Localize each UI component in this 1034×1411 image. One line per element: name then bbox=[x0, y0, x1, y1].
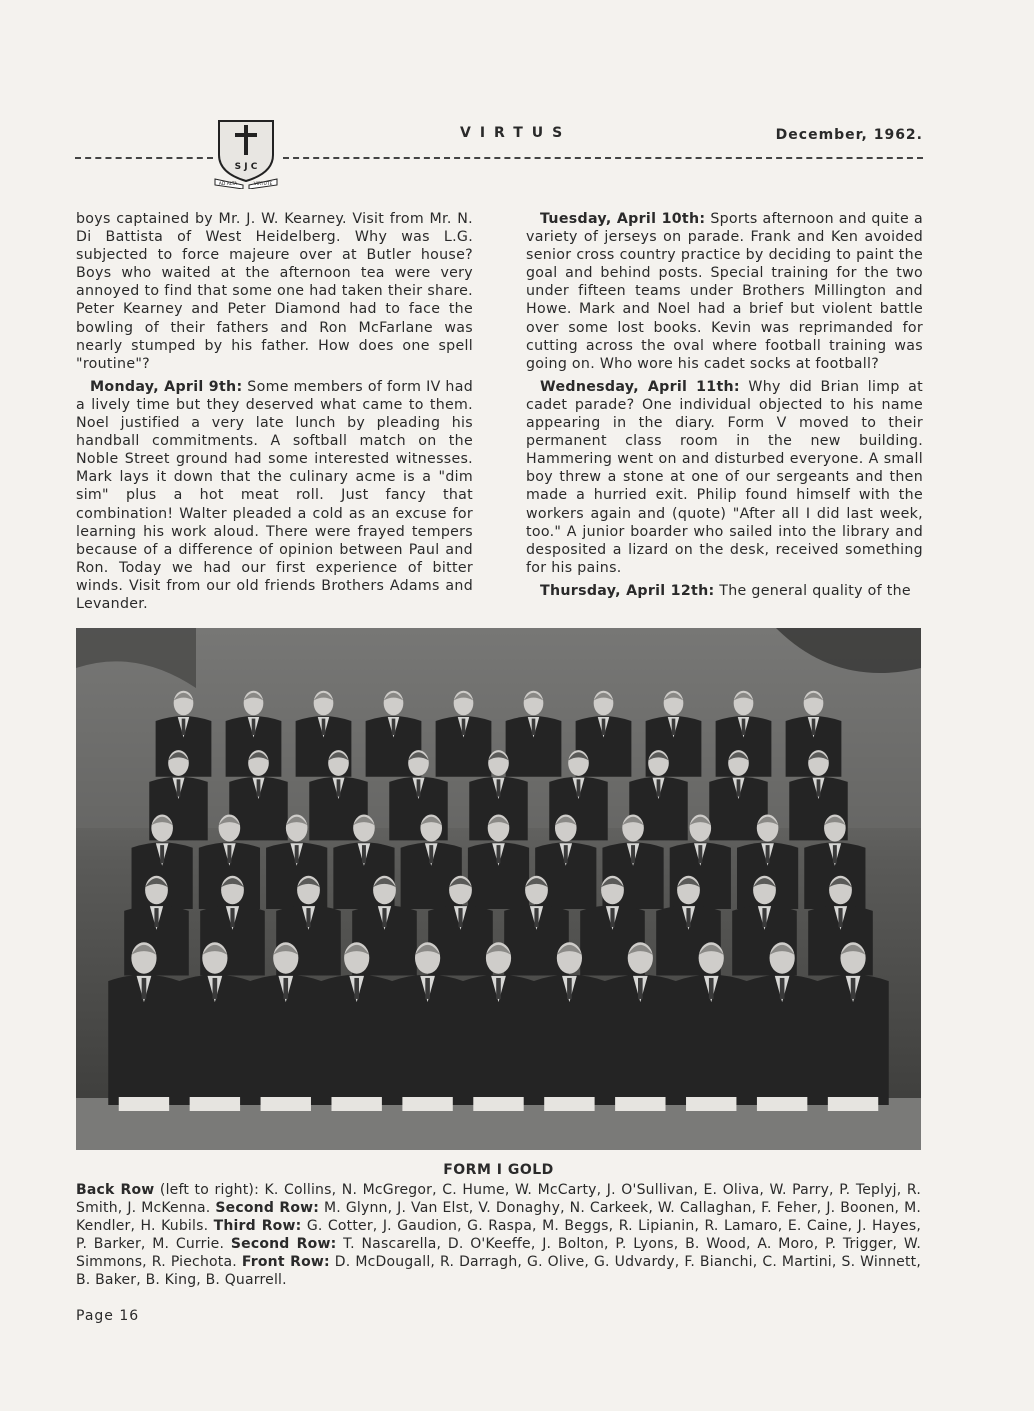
page-number: Page 16 bbox=[76, 1308, 140, 1324]
magazine-title: VIRTUS bbox=[460, 125, 572, 141]
row-names: (left to right): K. Collins, N. McGregor, C. Hume, W. McCarty, J. O'Sullivan, E. Oliva, W. Parry, P. Teplyj, R. Smith, J. McKenna. bbox=[76, 1182, 921, 1216]
row-label: Third Row: bbox=[213, 1218, 302, 1234]
header-rule-right bbox=[283, 157, 923, 159]
school-crest-icon bbox=[213, 115, 279, 189]
row-label: Front Row: bbox=[241, 1254, 330, 1270]
left-column bbox=[76, 210, 473, 618]
diary-entry: Some members of form IV had a lively time but they deserved what came to them. Noel justified a very late lunch by pleading his handball commitments. A softball match on the Noble Street ground had some interested witnesses. Mark lays it down that the culinary acme is a "dim sim" plus a hot meat roll. Just fancy that combination! Walter pleaded a cold as an excuse for learning his work aloud. There were frayed tempers because of a difference of opinion between Paul and Ron. Today we had our first experience of bitter winds. Visit from our old friends Brothers Adams and Levander. bbox=[76, 378, 474, 612]
row-names: D. McDougall, R. Darragh, G. Olive, G. Udvardy, F. Bianchi, C. Martini, S. Winnett, B. Baker, B. King, B. Quarrell. bbox=[76, 1254, 921, 1288]
row-label: Second Row: bbox=[230, 1236, 337, 1252]
row-label: Second Row: bbox=[215, 1200, 320, 1216]
row-names: M. Glynn, J. Van Elst, V. Donaghy, N. Carkeek, W. Callaghan, F. Feher, J. Boonen, M. Kendler, H. Kubils. bbox=[76, 1200, 922, 1234]
right-paragraph-1 bbox=[526, 210, 923, 373]
diary-entry: The general quality of the bbox=[714, 582, 911, 599]
crest-motto-left: AD ALTA bbox=[218, 182, 238, 187]
right-paragraph-3 bbox=[526, 582, 923, 600]
photo-caption bbox=[76, 1161, 921, 1289]
caption-title: FORM I GOLD bbox=[443, 1162, 554, 1178]
crest-letters: S J C bbox=[234, 162, 258, 172]
caption-names bbox=[76, 1181, 921, 1289]
row-label: Back Row bbox=[76, 1182, 155, 1198]
page-header bbox=[75, 115, 925, 195]
class-photo bbox=[76, 628, 921, 1150]
row-names: T. Nascarella, D. O'Keeffe, J. Bolton, P. Lyons, B. Wood, A. Moro, P. Trigger, W. Simmons, R. Piechota. bbox=[76, 1236, 921, 1270]
crest-motto-right: VIRTUTE bbox=[253, 182, 273, 187]
left-paragraph-2 bbox=[76, 378, 473, 613]
header-rule-left bbox=[75, 157, 213, 159]
issue-date: December, 1962. bbox=[775, 127, 923, 143]
diary-date: Thursday, April 12th: bbox=[540, 582, 715, 599]
diary-entry: Why did Brian limp at cadet parade? One individual objected to his name appearing in the diary. Form V moved to their permanent class room in the new building. Hammering went on and disturbed everyone. A small boy threw a stone at one of our sergeants and then made a hurried exit. Philip found himself with the workers again and (quote) "After all I did last week, too." A junior boarder who sailed into the library and desposited a lizard on the desk, received something for his pains. bbox=[526, 378, 923, 576]
diary-entry: Sports afternoon and quite a variety of jerseys on parade. Frank and Ken avoided senior cross country practice by deciding to paint the goal and behind posts. Special training for the two under fifteen teams under Brothers Millington and Howe. Mark and Noel had a brief but violent battle over some lost books. Kevin was reprimanded for cutting across the oval where football training was going on. Who wore his cadet socks at football? bbox=[526, 211, 923, 372]
left-paragraph-1: boys captained by Mr. J. W. Kearney. Visit from Mr. N. Di Battista of West Heidelberg. Why was L.G. subjected to force majeure over at Butler house? Boys who waited at the afternoon tea were very annoyed to find that some one had taken their share. Peter Kearney and Peter Diamond had to face the bowling of their fathers and Ron McFarlane was nearly stumped by his father. How does one spell "routine"? bbox=[76, 211, 473, 372]
class-photo-image bbox=[76, 628, 921, 1150]
diary-date: Wednesday, April 11th: bbox=[540, 378, 740, 395]
right-paragraph-2 bbox=[526, 378, 923, 577]
right-column bbox=[526, 210, 923, 605]
row-names: G. Cotter, J. Gaudion, G. Raspa, M. Beggs, R. Lipianin, R. Lamaro, E. Caine, J. Hayes, P. Barker, M. Currie. bbox=[76, 1218, 921, 1252]
diary-date: Monday, April 9th: bbox=[90, 378, 243, 395]
diary-date: Tuesday, April 10th: bbox=[540, 211, 706, 227]
